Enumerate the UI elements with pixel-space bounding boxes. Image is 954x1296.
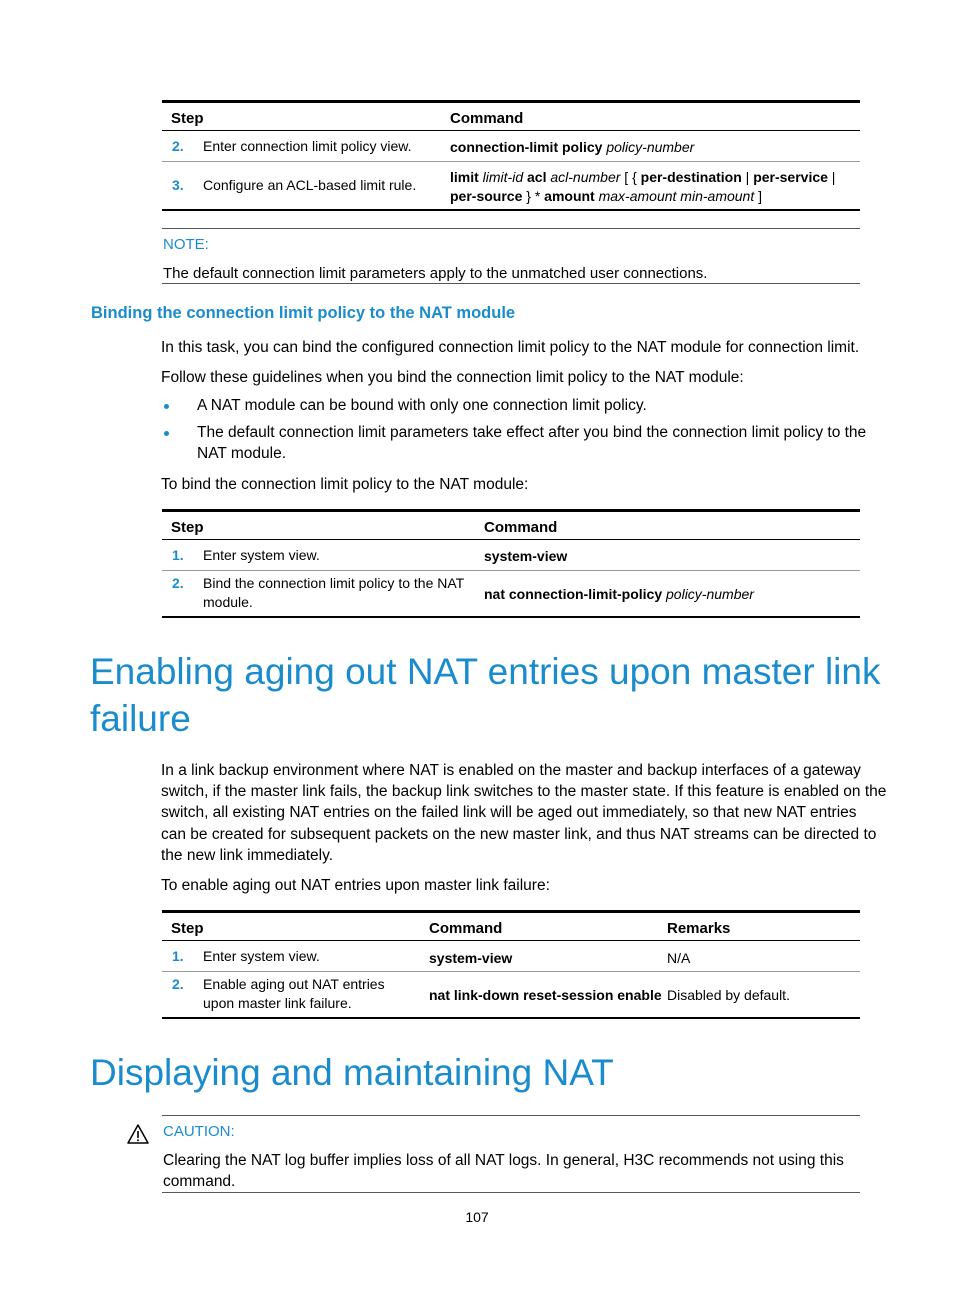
row-divider xyxy=(162,971,860,972)
command-keyword: limit xyxy=(450,169,479,185)
step-description: Enter connection limit policy view. xyxy=(203,138,412,154)
command-keyword: nat connection-limit-policy xyxy=(484,586,663,602)
note-label: NOTE: xyxy=(163,236,209,253)
table-bind-policy xyxy=(162,509,860,621)
table-top-rule xyxy=(162,100,860,103)
command-syntax xyxy=(484,547,567,566)
table-header-command: Command xyxy=(450,110,524,127)
remark: N/A xyxy=(667,950,691,966)
paragraph: Follow these guidelines when you bind the connection limit policy to the NAT module: xyxy=(161,369,744,386)
command-keyword: acl xyxy=(527,169,547,185)
table-top-rule xyxy=(162,910,860,913)
table-bottom-rule xyxy=(162,209,860,211)
step-description: Enter system view. xyxy=(203,547,320,563)
step-number: 2. xyxy=(172,575,184,591)
section-heading-binding: Binding the connection limit policy to the NAT module xyxy=(91,304,516,322)
table-aging xyxy=(162,910,860,1022)
command-punctuation: } * xyxy=(522,188,545,204)
remark: Disabled by default. xyxy=(667,987,790,1003)
command-keyword: per-destination xyxy=(640,169,742,185)
step-description-line1: Enable aging out NAT entries xyxy=(203,976,385,992)
step-description: Enter system view. xyxy=(203,948,320,964)
command-syntax xyxy=(429,949,512,968)
table-header-command: Command xyxy=(429,920,503,937)
table-bottom-rule xyxy=(162,616,860,618)
note-text: The default connection limit parameters apply to the unmatched user connections. xyxy=(163,265,708,282)
command-punctuation: [ { xyxy=(620,169,641,185)
list-item-continuation: NAT module. xyxy=(197,445,287,462)
caution-text-line1: Clearing the NAT log buffer implies loss of all NAT logs. In general, H3C recommends not using this xyxy=(163,1152,844,1169)
step-description-line1: Bind the connection limit policy to the NAT xyxy=(203,575,465,591)
paragraph-line: can be created for subsequent packets on the new master link, and thus NAT streams can be directed to xyxy=(161,826,877,843)
command-argument: limit-id xyxy=(482,169,524,185)
row-divider xyxy=(162,570,860,571)
caution-top-rule xyxy=(162,1115,860,1116)
command-syntax-line2 xyxy=(450,187,762,206)
command-syntax xyxy=(484,585,754,604)
note-box xyxy=(162,228,860,284)
table-header-step: Step xyxy=(171,110,204,127)
command-keyword: per-source xyxy=(450,188,523,204)
command-argument: policy-number xyxy=(666,586,754,602)
chapter-title: Displaying and maintaining NAT xyxy=(90,1052,614,1093)
table-header-rule xyxy=(162,940,860,941)
command-keyword: system-view xyxy=(429,950,513,966)
paragraph-line: the new link immediately. xyxy=(161,847,334,864)
table-header-step: Step xyxy=(171,519,204,536)
note-bottom-rule xyxy=(162,283,860,284)
table-header-rule xyxy=(162,539,860,540)
caution-bottom-rule xyxy=(162,1192,860,1193)
list-item: The default connection limit parameters take effect after you bind the connection limit policy to the xyxy=(197,424,867,441)
command-argument: max-amount min-amount xyxy=(598,188,755,204)
paragraph: To bind the connection limit policy to the NAT module: xyxy=(161,476,529,493)
caution-label: CAUTION: xyxy=(163,1123,235,1140)
table-top-rule xyxy=(162,509,860,512)
caution-box xyxy=(162,1115,860,1193)
step-number: 3. xyxy=(172,177,184,193)
command-argument: policy-number xyxy=(606,139,695,155)
command-keyword: per-service xyxy=(753,169,828,185)
chapter-title-line2: failure xyxy=(90,698,191,739)
bullet-icon xyxy=(164,431,169,436)
command-punctuation: | xyxy=(827,169,836,185)
step-number: 1. xyxy=(172,547,184,563)
command-keyword: nat link-down reset-session enable xyxy=(429,987,662,1003)
bullet-icon xyxy=(164,404,169,409)
warning-icon xyxy=(127,1124,149,1144)
table-bottom-rule xyxy=(162,1017,860,1019)
table-connection-limit-policy xyxy=(162,100,860,213)
chapter-title-line1: Enabling aging out NAT entries upon master link xyxy=(90,651,881,692)
step-number: 2. xyxy=(172,138,184,154)
command-punctuation: ] xyxy=(754,188,763,204)
note-top-rule xyxy=(162,228,860,229)
command-syntax-line1 xyxy=(450,168,835,187)
command-punctuation: | xyxy=(741,169,754,185)
page-number: 107 xyxy=(465,1209,489,1225)
row-divider xyxy=(162,161,860,162)
command-syntax xyxy=(450,138,694,157)
table-header-rule xyxy=(162,130,860,131)
paragraph: In this task, you can bind the configured connection limit policy to the NAT module for connection limit. xyxy=(161,339,860,356)
command-syntax xyxy=(429,986,662,1005)
step-description-line2: module. xyxy=(203,594,253,610)
table-header-remarks: Remarks xyxy=(667,920,731,937)
table-header-command: Command xyxy=(484,519,558,536)
list-item: A NAT module can be bound with only one connection limit policy. xyxy=(197,397,647,414)
paragraph-line: switch, if the master link fails, the backup link switches to the master state. If this feature is enabled on the xyxy=(161,783,887,800)
paragraph-line: In a link backup environment where NAT is enabled on the master and backup interfaces of a gateway xyxy=(161,762,861,779)
step-description: Configure an ACL-based limit rule. xyxy=(203,177,417,193)
command-keyword: connection-limit policy xyxy=(450,139,603,155)
command-keyword: amount xyxy=(544,188,595,204)
paragraph: To enable aging out NAT entries upon master link failure: xyxy=(161,877,550,894)
caution-text-line2: command. xyxy=(163,1173,236,1190)
command-argument: acl-number xyxy=(550,169,621,185)
step-number: 1. xyxy=(172,948,184,964)
command-keyword: system-view xyxy=(484,548,568,564)
step-number: 2. xyxy=(172,976,184,992)
step-description-line2: upon master link failure. xyxy=(203,995,352,1011)
table-header-step: Step xyxy=(171,920,204,937)
paragraph-line: switch, all existing NAT entries on the failed link will be aged out immediately, so that new NAT entries xyxy=(161,804,857,821)
